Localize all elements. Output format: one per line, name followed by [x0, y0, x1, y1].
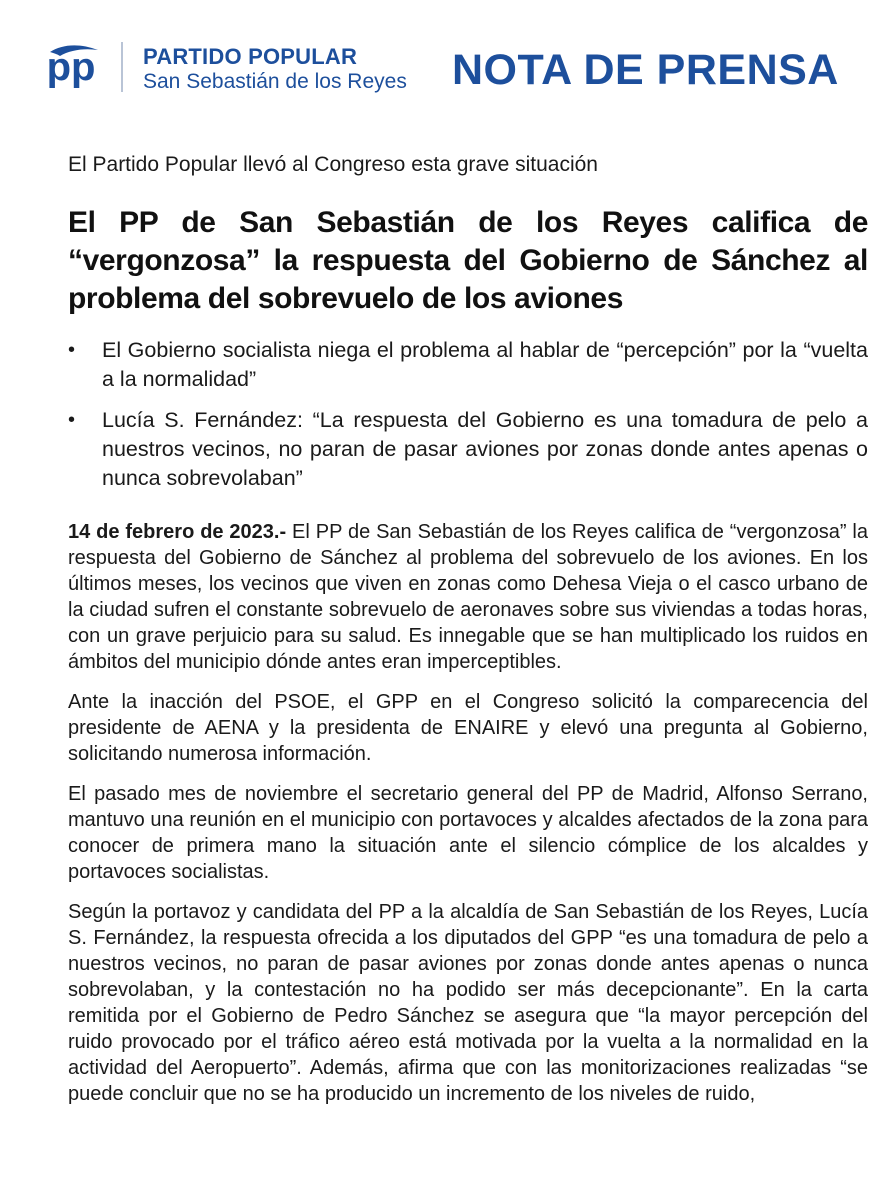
summary-bullets [68, 336, 868, 493]
summary-bullet [68, 336, 868, 394]
bullet-icon: • [68, 339, 76, 361]
org-subname: San Sebastián de los Reyes [143, 70, 407, 93]
summary-bullet-text: Lucía S. Fernández: “La respuesta del Gobierno es una tomadura de pelo a nuestros vecinos, no paran de pasar aviones por zonas donde antes apenas o nunca sobrevolaban” [102, 408, 868, 490]
body-paragraph: Según la portavoz y candidata del PP a la alcaldía de San Sebastián de los Reyes, Lucía S. Fernández, la respuesta ofrecida a los diputados del GPP “es una tomadura de pelo a nuestros vecinos, no paran de pasar aviones por zonas donde antes apenas o nunca sobrevolaban, y la contestación no ha podido ser más decepcionante”. En la carta remitida por el Gobierno de Pedro Sánchez se asegura que “la mayor percepción del ruido provocado por el tráfico aéreo está motivada por la vuelta a la normalidad en la actividad del Aeropuerto”. Además, afirma que con las monitorizaciones realizadas “se puede concluir que no se ha producido un incremento de los niveles de ruido, [68, 901, 868, 1105]
body-paragraph [68, 519, 868, 675]
summary-bullet [68, 406, 868, 493]
article-kicker: El Partido Popular llevó al Congreso esta grave situación [68, 153, 598, 176]
summary-bullet-text: El Gobierno socialista niega el problema al hablar de “percepción” por la “vuelta a la normalidad” [102, 338, 868, 391]
document-type-title: NOTA DE PRENSA [452, 46, 839, 94]
article [68, 150, 868, 1121]
bullet-icon: • [68, 409, 76, 431]
body-paragraph: El pasado mes de noviembre el secretario general del PP de Madrid, Alfonso Serrano, mantuvo una reunión en el municipio con portavoces y alcaldes afectados de la zona para conocer de primera mano la situación ante el silencio cómplice de los alcaldes y portavoces socialistas. [68, 783, 868, 883]
body-paragraph-text: El PP de San Sebastián de los Reyes califica de “vergonzosa” la respuesta del Gobierno de Sánchez al problema del sobrevuelo de los aviones. En los últimos meses, los vecinos que viven en zonas como Dehesa Vieja o el casco urbano de la ciudad sufren el constante sobrevuelo de aeronaves sobre sus viviendas a todas horas, con un grave perjuicio para su salud. Es innegable que se han multiplicado los ruidos en ámbitos del municipio dónde antes eran imperceptibles. [68, 521, 868, 673]
article-body [68, 519, 868, 1107]
dateline: 14 de febrero de 2023.- [68, 521, 287, 543]
press-release-header [0, 0, 894, 120]
org-name: PARTIDO POPULAR [143, 44, 358, 69]
pp-logo-letters: pp [46, 45, 96, 88]
pp-logo [36, 44, 106, 88]
article-headline: El PP de San Sebastián de los Reyes califica de “vergonzosa” la respuesta del Gobierno de Sánchez al problema del sobrevuelo de los aviones [68, 206, 868, 315]
pp-logo-icon [36, 44, 106, 88]
logo-divider [121, 42, 123, 92]
body-paragraph: Ante la inacción del PSOE, el GPP en el Congreso solicitó la comparecencia del presidente de AENA y la presidenta de ENAIRE y elevó una pregunta al Gobierno, solicitando numerosa información. [68, 691, 868, 765]
